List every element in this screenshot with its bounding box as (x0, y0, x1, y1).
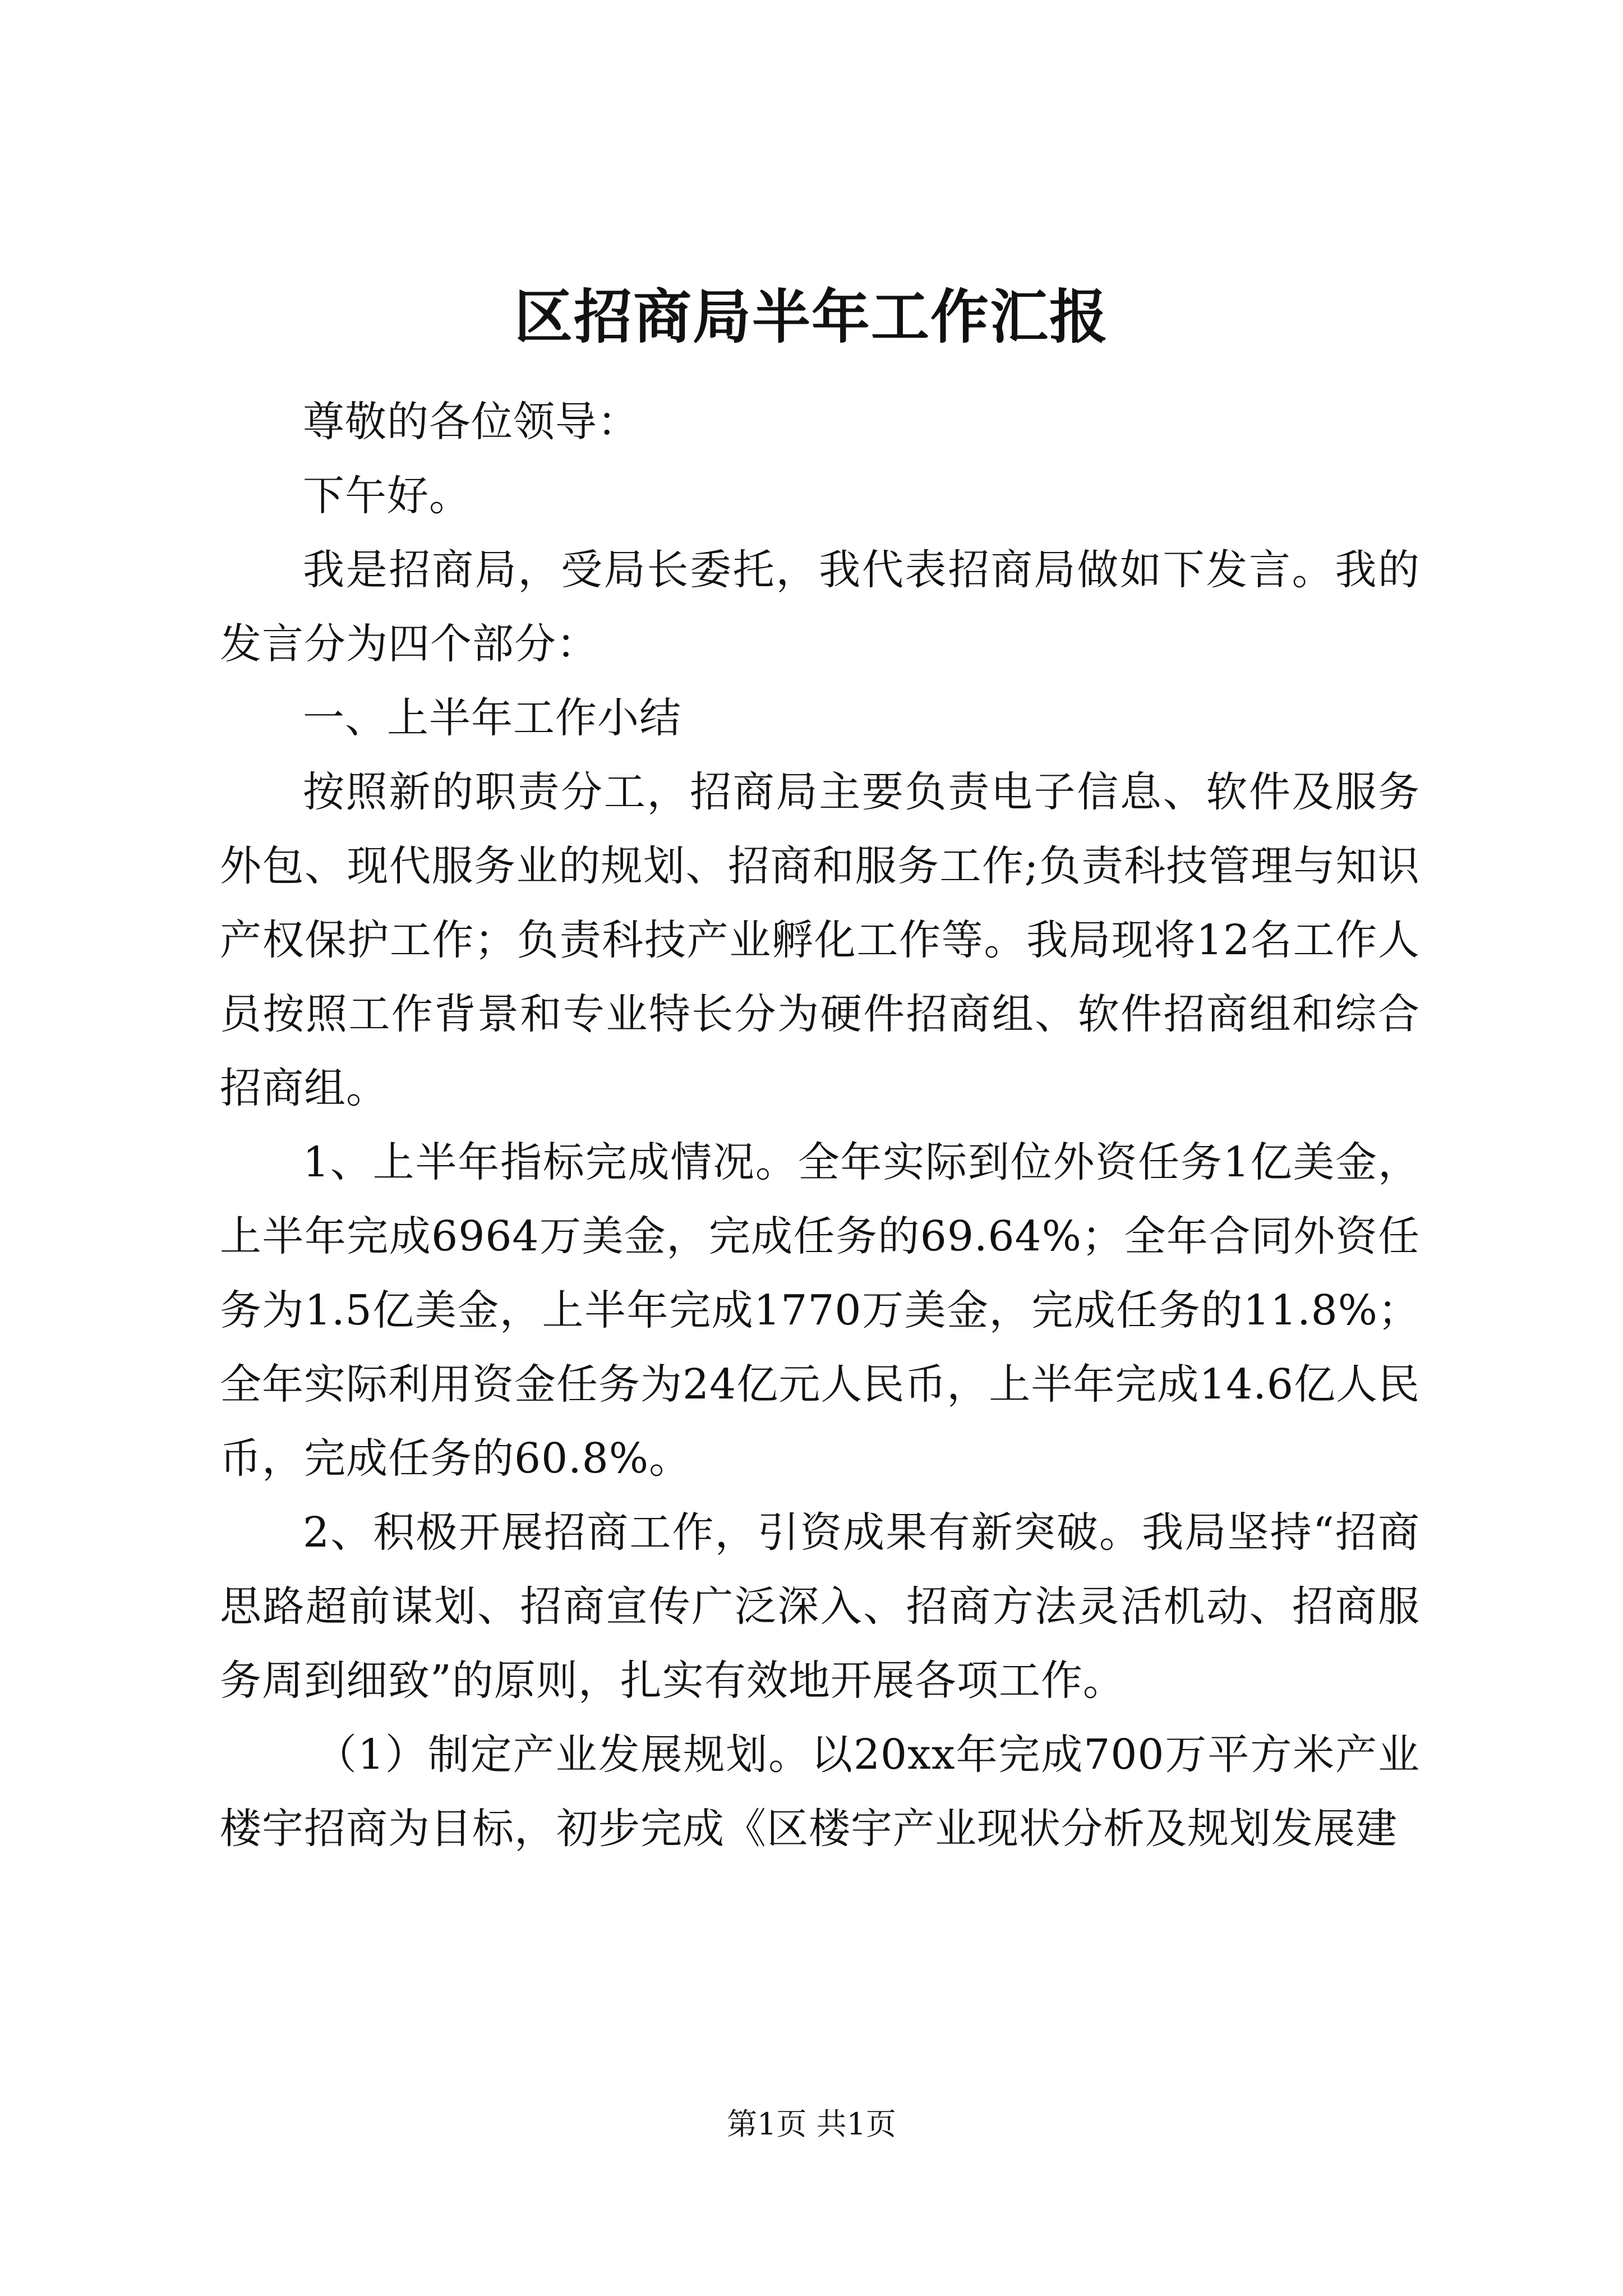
paragraph-salutation: 尊敬的各位领导： (303, 398, 639, 446)
page-footer: 第1页 共1页 (727, 2106, 896, 2142)
paragraph-intro: 我是招商局，受局长委托，我代表招商局做如下发言。我的发言分为四个部分： (220, 546, 1420, 668)
paragraph-industry-plan: （1）制定产业发展规划。以20xx年完成700万平方米产业楼宇招商为目标，初步完成《区楼宇产业现状分析及规划发展建 (220, 1731, 1420, 1853)
section-heading-1: 一、上半年工作小结 (303, 694, 681, 742)
document-body (220, 385, 1420, 1866)
paragraph-indicators: 1、上半年指标完成情况。全年实际到位外资任务1亿美金，上半年完成6964万美金，完成任务的69.64%；全年合同外资任务为1.5亿美金，上半年完成1770万美金，完成任务的11.8%；全年实际利用资金任务为24亿元人民币，上半年完成14.6亿人民币，完成任务的60.8%。 (220, 1138, 1420, 1483)
paragraph-duties: 按照新的职责分工，招商局主要负责电子信息、软件及服务外包、现代服务业的规划、招商和服务工作;负责科技管理与知识产权保护工作；负责科技产业孵化工作等。我局现将12名工作人员按照工作背景和专业特长分为硬件招商组、软件招商组和综合招商组。 (220, 768, 1420, 1112)
paragraph-greeting: 下午好。 (303, 472, 471, 520)
paragraph-investment-work: 2、积极开展招商工作，引资成果有新突破。我局坚持“招商思路超前谋划、招商宣传广泛深入、招商方法灵活机动、招商服务周到细致”的原则，扎实有效地开展各项工作。 (220, 1508, 1420, 1705)
document-title: 区招商局半年工作汇报 (514, 282, 1109, 351)
